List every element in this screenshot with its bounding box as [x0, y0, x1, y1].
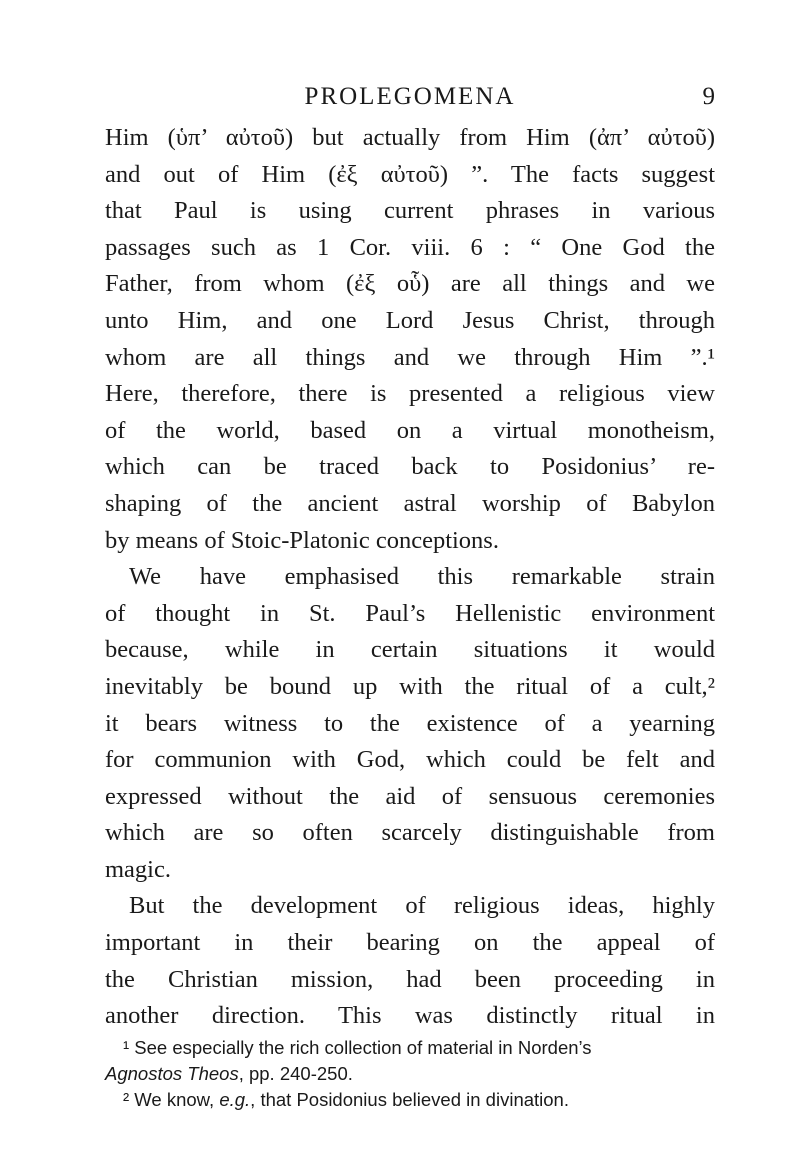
text-line: shaping of the ancient astral worship of Babylon	[105, 489, 715, 517]
text-line: the Christian mission, had been proceeding in	[105, 965, 715, 993]
text-line: which are so often scarcely distinguishable from	[105, 819, 715, 847]
footnotes	[105, 1035, 715, 1113]
text-line: whom are all things and we through Him ”.¹	[105, 343, 715, 371]
text-line: by means of Stoic-Platonic conceptions.	[105, 526, 499, 554]
footnote-1-line-2	[105, 1061, 715, 1087]
text-line: that Paul is using current phrases in various	[105, 197, 715, 225]
footnote-2-prefix: ² We know,	[123, 1089, 220, 1110]
running-title: PROLEGOMENA	[304, 83, 516, 110]
body-text	[105, 120, 715, 1035]
page-number: 9	[702, 83, 715, 110]
text-line: inevitably be bound up with the ritual of a cult,²	[105, 672, 715, 700]
text-line: important in their bearing on the appeal of	[105, 929, 715, 957]
text-line: because, while in certain situations it would	[105, 636, 715, 664]
footnote-1-line-1: ¹ See especially the rich collection of material in Norden’s	[123, 1037, 592, 1058]
text-line: Him (ὑπ’ αὐτοῦ) but actually from Him (ἀπ’ αὐτοῦ)	[105, 124, 715, 151]
text-line: and out of Him (ἐξ αὐτοῦ) ”. The facts suggest	[105, 160, 715, 188]
text-line: passages such as 1 Cor. viii. 6 : “ One God the	[105, 233, 715, 261]
text-line: Father, from whom (ἐξ οὗ) are all things and we	[105, 270, 715, 298]
footnote-2-eg: e.g.	[219, 1089, 251, 1110]
text-line: But the development of religious ideas, highly	[129, 892, 715, 920]
text-line: We have emphasised this remarkable strain	[129, 563, 715, 591]
text-line: for communion with God, which could be felt and	[105, 746, 715, 774]
text-line: another direction. This was distinctly ritual in	[105, 1002, 715, 1030]
footnote-1-pages: , pp. 240-250.	[238, 1063, 353, 1084]
footnote-2	[105, 1087, 715, 1113]
footnote-1-title: Agnostos Theos	[105, 1063, 239, 1084]
text-line: which can be traced back to Posidonius’ re-	[105, 453, 715, 481]
text-line: of the world, based on a virtual monotheism,	[105, 416, 715, 444]
text-line: unto Him, and one Lord Jesus Christ, through	[105, 306, 715, 334]
running-head	[105, 80, 715, 114]
text-line: Here, therefore, there is presented a religious view	[105, 380, 715, 408]
footnote-2-rest: , that Posidonius believed in divination.	[250, 1089, 569, 1110]
text-line: expressed without the aid of sensuous ceremonies	[105, 782, 715, 810]
text-line: magic.	[105, 855, 171, 883]
text-line: of thought in St. Paul’s Hellenistic environment	[105, 599, 715, 627]
text-line: it bears witness to the existence of a yearning	[105, 709, 715, 737]
